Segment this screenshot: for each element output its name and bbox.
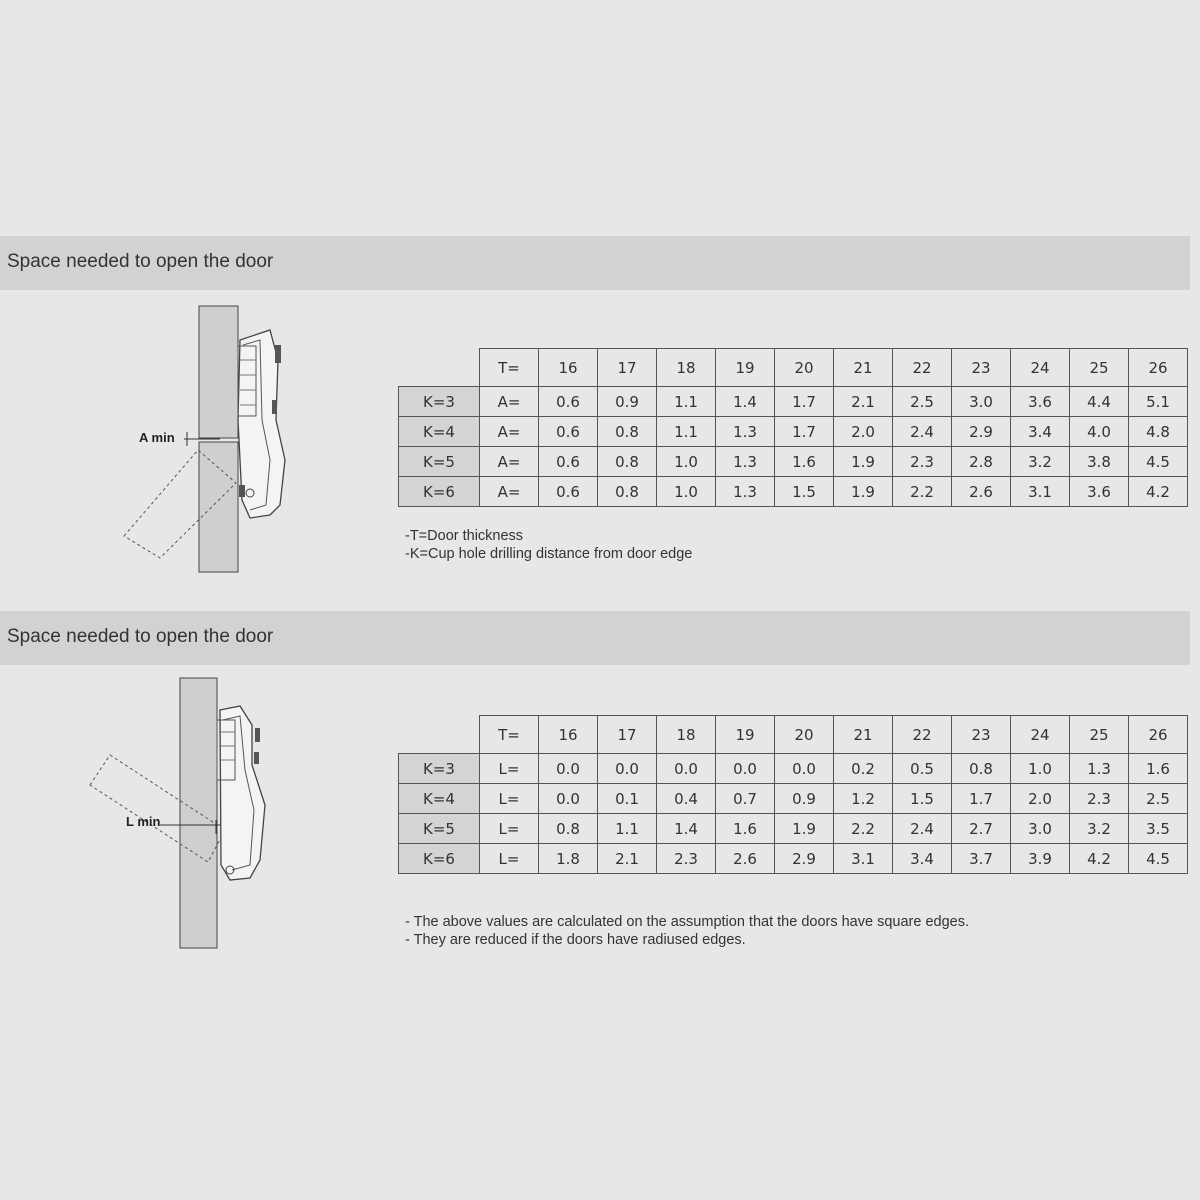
note-line: -K=Cup hole drilling distance from door edge — [405, 546, 693, 562]
row-value-label: A= — [480, 447, 539, 477]
column-header: 18 — [657, 349, 716, 387]
table-cell: 1.9 — [834, 447, 893, 477]
table-cell: 0.8 — [598, 477, 657, 507]
table-cell: 3.6 — [1070, 477, 1129, 507]
table-cell: 0.6 — [539, 387, 598, 417]
column-header: 24 — [1011, 716, 1070, 754]
table-cell: 0.6 — [539, 477, 598, 507]
table-cell: 4.4 — [1070, 387, 1129, 417]
column-header: 17 — [598, 349, 657, 387]
table-cell: 3.7 — [952, 844, 1011, 874]
notes-1 — [405, 527, 692, 563]
column-header: 20 — [775, 349, 834, 387]
table-cell: 2.3 — [657, 844, 716, 874]
table-cell: 1.6 — [775, 447, 834, 477]
table-cell: 1.5 — [775, 477, 834, 507]
table-cell: 1.3 — [716, 417, 775, 447]
row-k-label: K=5 — [399, 814, 480, 844]
a-min-label: A min — [139, 430, 175, 445]
table-cell: 0.0 — [539, 754, 598, 784]
row-k-label: K=5 — [399, 447, 480, 477]
row-value-label: L= — [480, 814, 539, 844]
table-cell: 4.2 — [1070, 844, 1129, 874]
l-min-label: L min — [126, 814, 161, 829]
hinge-diagram-a-min — [110, 300, 300, 580]
empty-corner — [399, 349, 480, 387]
table-cell: 0.0 — [657, 754, 716, 784]
table-cell: 0.8 — [598, 417, 657, 447]
table-cell: 2.3 — [893, 447, 952, 477]
table-cell: 2.7 — [952, 814, 1011, 844]
column-header: 18 — [657, 716, 716, 754]
table-cell: 1.1 — [657, 387, 716, 417]
table-row — [399, 784, 1188, 814]
table-row — [399, 754, 1188, 784]
table-row — [399, 814, 1188, 844]
column-header: 26 — [1129, 349, 1188, 387]
table-cell: 3.1 — [834, 844, 893, 874]
row-value-label: A= — [480, 387, 539, 417]
table-row — [399, 387, 1188, 417]
table-cell: 1.0 — [1011, 754, 1070, 784]
table-cell: 1.4 — [657, 814, 716, 844]
empty-corner — [399, 716, 480, 754]
table-cell: 5.1 — [1129, 387, 1188, 417]
table-cell: 1.6 — [716, 814, 775, 844]
table-cell: 2.4 — [893, 814, 952, 844]
table-cell: 2.1 — [598, 844, 657, 874]
table-row — [399, 844, 1188, 874]
table-cell: 2.0 — [834, 417, 893, 447]
table-row — [399, 447, 1188, 477]
table-cell: 0.5 — [893, 754, 952, 784]
column-header: 22 — [893, 716, 952, 754]
row-k-label: K=6 — [399, 477, 480, 507]
table-cell: 0.0 — [775, 754, 834, 784]
column-header: 25 — [1070, 716, 1129, 754]
column-header: 23 — [952, 349, 1011, 387]
column-header: 21 — [834, 349, 893, 387]
table-cell: 0.8 — [598, 447, 657, 477]
column-header: 25 — [1070, 349, 1129, 387]
table-cell: 0.8 — [539, 814, 598, 844]
row-value-label: L= — [480, 844, 539, 874]
table-cell: 1.6 — [1129, 754, 1188, 784]
note-line: - They are reduced if the doors have radiused edges. — [405, 932, 746, 948]
table-row — [399, 477, 1188, 507]
table-cell: 1.0 — [657, 447, 716, 477]
table-cell: 1.7 — [952, 784, 1011, 814]
table-cell: 1.5 — [893, 784, 952, 814]
table-cell: 0.2 — [834, 754, 893, 784]
column-header: 21 — [834, 716, 893, 754]
table-cell: 0.9 — [775, 784, 834, 814]
table-cell: 0.6 — [539, 447, 598, 477]
table-cell: 2.4 — [893, 417, 952, 447]
table-cell: 1.4 — [716, 387, 775, 417]
table-cell: 1.9 — [775, 814, 834, 844]
row-value-label: A= — [480, 417, 539, 447]
table-cell: 1.7 — [775, 417, 834, 447]
table-cell: 1.7 — [775, 387, 834, 417]
table-cell: 2.6 — [716, 844, 775, 874]
table-cell: 2.0 — [1011, 784, 1070, 814]
notes-2 — [405, 913, 969, 949]
table-cell: 1.9 — [834, 477, 893, 507]
table-cell: 3.0 — [1011, 814, 1070, 844]
table-cell: 2.9 — [775, 844, 834, 874]
table-cell: 2.9 — [952, 417, 1011, 447]
table-header-row — [399, 716, 1188, 754]
row-k-label: K=4 — [399, 417, 480, 447]
table-cell: 2.1 — [834, 387, 893, 417]
section-title: Space needed to open the door — [7, 251, 274, 272]
table-cell: 2.6 — [952, 477, 1011, 507]
table-cell: 0.4 — [657, 784, 716, 814]
table-cell: 2.8 — [952, 447, 1011, 477]
table-cell: 1.1 — [657, 417, 716, 447]
header-label: T= — [480, 716, 539, 754]
table-cell: 3.0 — [952, 387, 1011, 417]
table-cell: 2.2 — [893, 477, 952, 507]
column-header: 16 — [539, 349, 598, 387]
table-header-row — [399, 349, 1188, 387]
column-header: 24 — [1011, 349, 1070, 387]
column-header: 23 — [952, 716, 1011, 754]
table-cell: 0.0 — [539, 784, 598, 814]
table-cell: 0.9 — [598, 387, 657, 417]
hinge-diagram-l-min — [80, 670, 280, 955]
table-cell: 3.2 — [1070, 814, 1129, 844]
row-k-label: K=6 — [399, 844, 480, 874]
table-cell: 3.9 — [1011, 844, 1070, 874]
table-cell: 1.0 — [657, 477, 716, 507]
row-value-label: A= — [480, 477, 539, 507]
table-cell: 2.5 — [1129, 784, 1188, 814]
table-cell: 0.7 — [716, 784, 775, 814]
table-cell: 4.5 — [1129, 447, 1188, 477]
header-label: T= — [480, 349, 539, 387]
row-k-label: K=4 — [399, 784, 480, 814]
clearance-table-a — [398, 348, 1188, 507]
table-cell: 3.6 — [1011, 387, 1070, 417]
column-header: 22 — [893, 349, 952, 387]
table-cell: 2.3 — [1070, 784, 1129, 814]
table-cell: 4.0 — [1070, 417, 1129, 447]
row-value-label: L= — [480, 754, 539, 784]
table-cell: 3.4 — [893, 844, 952, 874]
row-k-label: K=3 — [399, 387, 480, 417]
column-header: 19 — [716, 716, 775, 754]
column-header: 19 — [716, 349, 775, 387]
table-row — [399, 417, 1188, 447]
table-cell: 1.3 — [716, 477, 775, 507]
table-cell: 0.8 — [952, 754, 1011, 784]
column-header: 17 — [598, 716, 657, 754]
table-cell: 0.1 — [598, 784, 657, 814]
table-cell: 3.8 — [1070, 447, 1129, 477]
table-cell: 4.5 — [1129, 844, 1188, 874]
section-header-2 — [0, 611, 1190, 665]
note-line: -T=Door thickness — [405, 528, 524, 544]
table-cell: 4.8 — [1129, 417, 1188, 447]
table-cell: 1.1 — [598, 814, 657, 844]
row-value-label: L= — [480, 784, 539, 814]
table-cell: 0.0 — [598, 754, 657, 784]
clearance-table-l — [398, 715, 1188, 874]
table-cell: 1.2 — [834, 784, 893, 814]
note-line: - The above values are calculated on the assumption that the doors have square edges. — [405, 914, 969, 930]
column-header: 16 — [539, 716, 598, 754]
column-header: 20 — [775, 716, 834, 754]
section-title: Space needed to open the door — [7, 626, 274, 647]
table-cell: 1.3 — [1070, 754, 1129, 784]
column-header: 26 — [1129, 716, 1188, 754]
table-cell: 1.3 — [716, 447, 775, 477]
table-cell: 0.6 — [539, 417, 598, 447]
table-cell: 3.5 — [1129, 814, 1188, 844]
row-k-label: K=3 — [399, 754, 480, 784]
table-cell: 0.0 — [716, 754, 775, 784]
table-cell: 3.4 — [1011, 417, 1070, 447]
table-cell: 2.2 — [834, 814, 893, 844]
table-cell: 2.5 — [893, 387, 952, 417]
table-cell: 4.2 — [1129, 477, 1188, 507]
table-cell: 3.2 — [1011, 447, 1070, 477]
section-header-1 — [0, 236, 1190, 290]
table-cell: 3.1 — [1011, 477, 1070, 507]
table-cell: 1.8 — [539, 844, 598, 874]
